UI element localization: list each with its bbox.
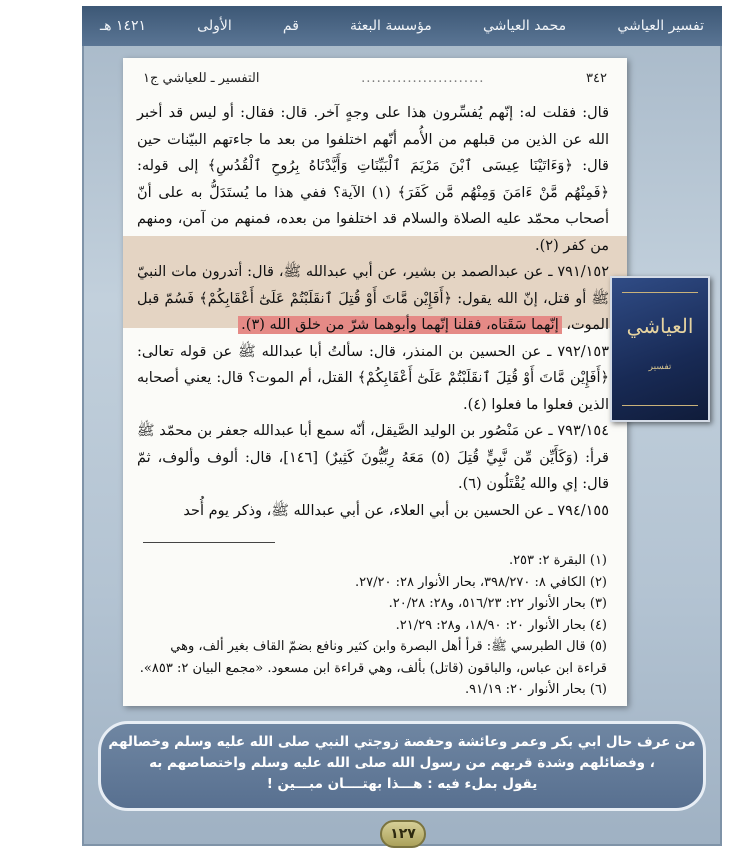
book-title: تفسير العياشي — [617, 18, 704, 34]
hadith-791-text: ٧٩١/١٥٢ ـ عن عبدالصمد بن بشير، عن أبي عبدالله ﷺ، قال: أتدرون مات النبيّ ﷺ أو قتل، إنّ الله يقول: ﴿أَفَإِيْن مَّاتَ أَوْ قُتِلَ ٱنقَلَبْتُمْ عَلَىٰٓ أَعْقَابِكُمْ﴾ فَسُمّ قبل الموت، — [137, 264, 609, 333]
publish-year: ١٤٢١ هـ — [100, 18, 147, 34]
header-dots: ........................ — [361, 70, 485, 86]
cover-ornament-bottom — [622, 405, 698, 406]
header-title: التفسير ـ للعياشي ج١ — [143, 70, 260, 86]
book-cover-image — [610, 276, 710, 422]
footnotes — [137, 550, 607, 701]
commentary-banner — [98, 721, 706, 811]
top-bar — [82, 6, 722, 46]
running-header — [143, 66, 607, 90]
paragraph-hadith-792: ٧٩٢/١٥٣ ـ عن الحسين بن المنذر، قال: سألتُ أبا عبدالله ﷺ عن قوله تعالى: ﴿أَفَإِيْن مَّاتَ أَوْ قُتِلَ ٱنقَلَبْتُمْ عَلَىٰٓ أَعْقَابِكُمْ﴾ القتل، أم الموت؟ قال: يعني أصحابه الذين فعلوا ما فعلوا (٤). — [137, 343, 609, 413]
footnote-5: (٥) قال الطبرسي ﷺ: قرأ أهل البصرة وابن كثير ونافع بضمّ القاف بغير ألف، وهي قراءة ابن عباس، والباقون (قاتل) بألف، وهي قراءة ابن مسعود. «مجمع البيان ٢: ٨٥٣». — [139, 639, 607, 676]
footnote-2: (٢) الكافي ٨: ٣٩٨/٢٧٠، بحار الأنوار ٢٨: ٢٧/٢٠. — [355, 574, 607, 590]
footnote-3: (٣) بحار الأنوار ٢٢: ٥١٦/٢٣، و٢٨: ٢٠/٢٨. — [388, 596, 607, 611]
paragraph-hadith-793: ٧٩٣/١٥٤ ـ عن مَنْصُور بن الوليد الصَّيقل، أنّه سمع أبا عبدالله جعفر بن محمّد ﷺ قرأ: (وَكَأَيِّن مِّن نَّبِيٍّ قُتِلَ (٥) مَعَهُ رِبِّيُّونَ كَثِيرٌ) [١٤٦]، قال: ألوف وألوف، ثمّ قال: إي والله يُقْتَلُون (٦). — [137, 423, 609, 492]
banner-line-2: ، وفضائلهم وشدة قربهم من رسول الله صلى الله عليه وسلم واختصاصهم به — [149, 755, 655, 771]
footnote-4: (٤) بحار الأنوار ٢٠: ١٨/٩٠، و٢٨: ٢١/٢٩. — [395, 617, 607, 633]
paragraph-hadith-791 — [137, 259, 609, 339]
author-name: محمد العياشي — [482, 18, 567, 34]
footnote-separator — [143, 542, 275, 543]
header-page-number: ٣٤٢ — [586, 70, 607, 86]
book-cover-subtitle: تفسير — [648, 362, 672, 372]
book-page — [123, 58, 627, 706]
hadith-791-marked-text: إنّهما سَقَتاه، فقلنا إنّهما وأبوهما شرّ من خلق الله (٣). — [238, 316, 562, 334]
footnote-6: (٦) بحار الأنوار ٢٠: ٩١/١٩. — [465, 682, 607, 697]
book-cover-title: العياشي — [626, 314, 694, 338]
publish-city: قم — [282, 18, 299, 34]
paragraph-intro: قال: فقلت له: إنّهم يُفسِّرون هذا على وجهٍ آخر. قال: فقال: أو ليس قد أخبر الله عن الذين من قبلهم من الأُمم أنّهم اختلفوا من بعد ما جاءتهم البيّنات حين قال: ﴿وَءَاتَيْنَا عِيسَى ٱبْنَ مَرْيَمَ ٱلْبَيِّنَاتِ وَأَيَّدْنَاهُ بِرُوحِ ٱلْقُدُسِ﴾ إلى قوله: ﴿فَمِنْهُم مَّنْ ءَامَنَ وَمِنْهُم مَّن كَفَرَ﴾ (١) الآية؟ ففي هذا ما يُستَدَلُّ به على أنّ أصحاب محمّد عليه الصلاة والسلام قد اختلفوا من بعده، فمنهم من آمن، ومنهم من كفر (٢). — [137, 105, 609, 254]
footnote-1: (١) البقرة ٢: ٢٥٣. — [508, 553, 607, 568]
page-body — [137, 100, 609, 524]
banner-line-3: يقول بملء فيه : هـــذا بهتــــان مبـــين ! — [266, 776, 538, 792]
banner-line-1: من عرف حال ابي بكر وعمر وعائشة وحفصة زوجتي النبي صلى الله عليه وسلم وخصالهم — [108, 734, 696, 750]
cover-ornament-top — [622, 292, 698, 293]
paragraph-hadith-794: ٧٩٤/١٥٥ ـ عن الحسين بن أبي العلاء، عن أبي عبدالله ﷺ، وذكر يوم أُحد — [183, 502, 609, 519]
publisher-name: مؤسسة البعثة — [350, 18, 432, 34]
page-number-badge: ١٢٧ — [380, 820, 426, 848]
edition: الأولى — [197, 18, 232, 34]
